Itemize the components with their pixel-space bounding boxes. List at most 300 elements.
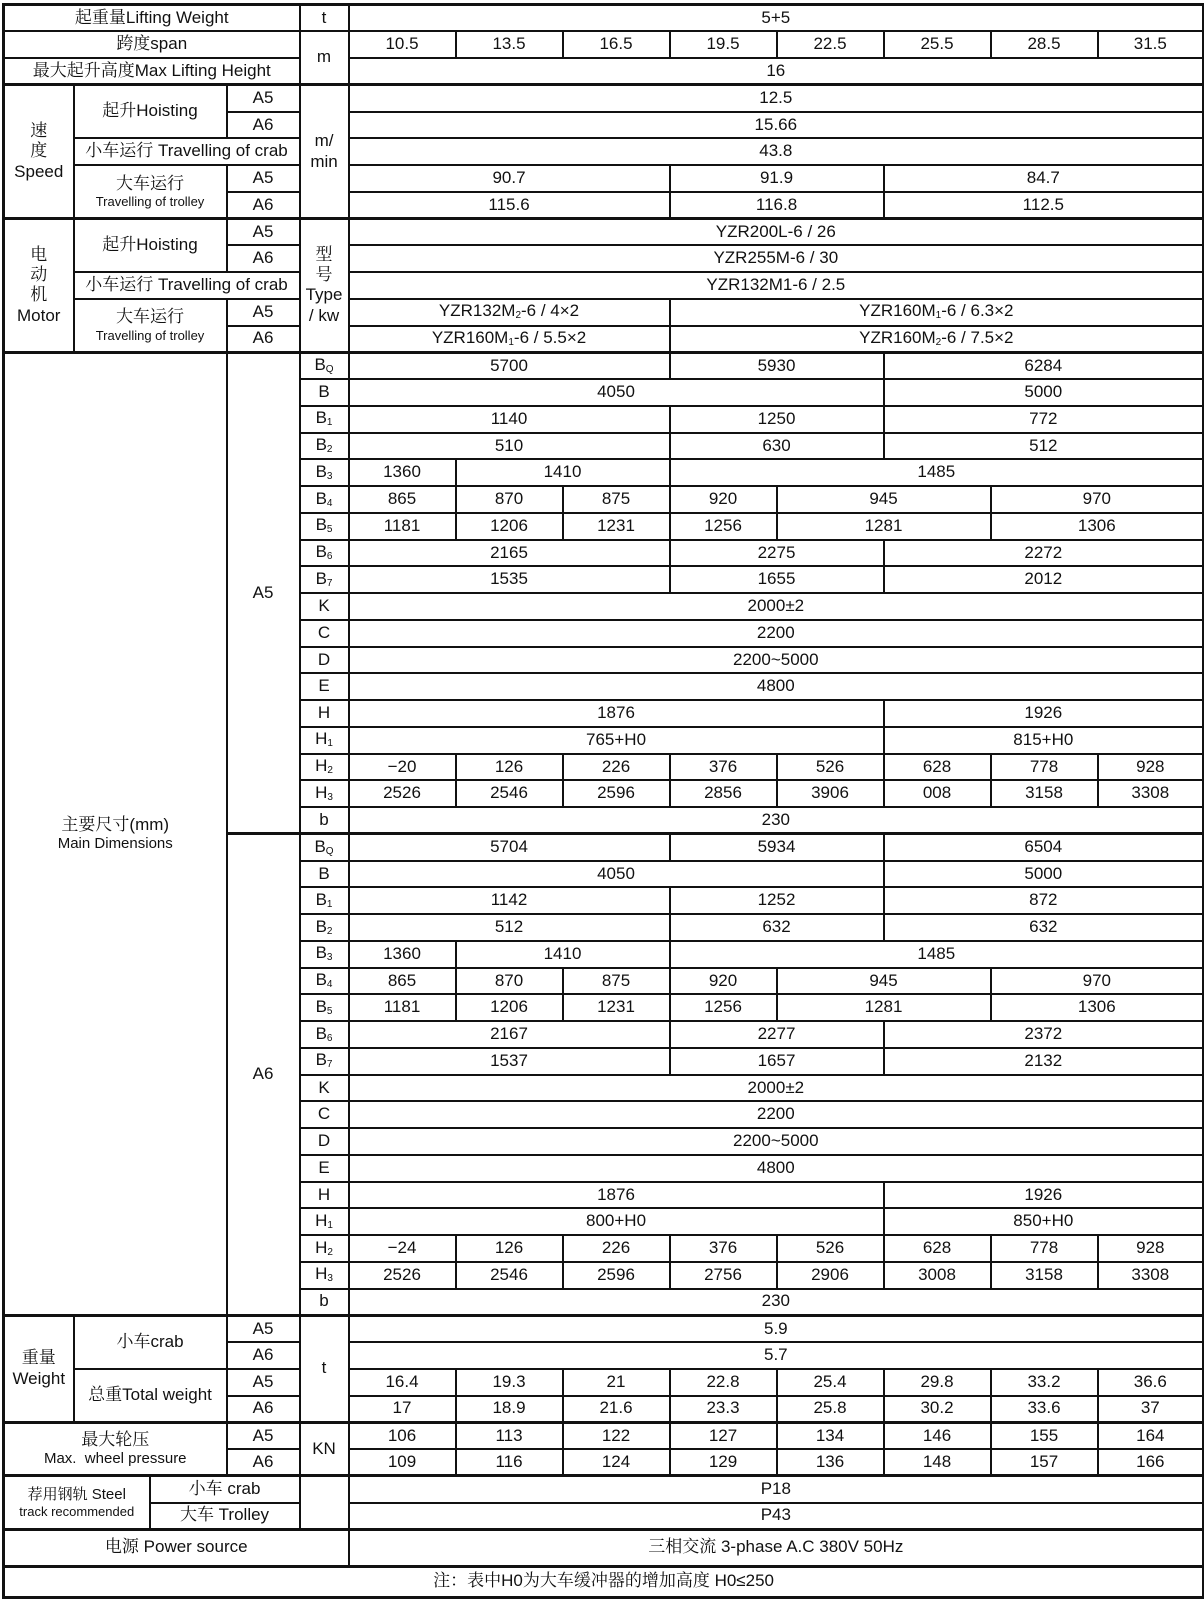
dim-label: $B_3$ <box>300 459 349 486</box>
unit-label: m <box>300 31 349 85</box>
value-cell: 112.5 <box>884 192 1204 219</box>
table-row <box>4 165 1204 192</box>
dim-label: $B_1$ <box>300 406 349 433</box>
value-cell: 2526 <box>349 780 456 807</box>
value-cell: 1410 <box>456 941 670 968</box>
dim-label: $B_5$ <box>300 994 349 1021</box>
value-cell: 2856 <box>670 780 777 807</box>
value-cell: 2200~5000 <box>349 1128 1204 1155</box>
value-cell: 12.5 <box>349 85 1204 112</box>
value-cell: 157 <box>991 1449 1098 1476</box>
cell-line: 大车运行 <box>116 173 184 193</box>
unit-label <box>300 85 349 219</box>
value-cell: 6284 <box>884 352 1204 379</box>
value-cell: 1485 <box>670 459 1204 486</box>
value-cell: 4800 <box>349 1155 1204 1182</box>
dim-label: $B_3$ <box>300 941 349 968</box>
table-row <box>4 352 1204 379</box>
value-cell: 109 <box>349 1449 456 1476</box>
cell-line: m/ <box>314 131 334 151</box>
value-cell: 16.4 <box>349 1369 456 1396</box>
value-cell: 2200 <box>349 1101 1204 1128</box>
value-cell: 21.6 <box>563 1396 670 1423</box>
dim-label: E <box>300 1155 349 1182</box>
value-cell: 2756 <box>670 1262 777 1289</box>
value-cell: 1250 <box>670 406 884 433</box>
dim-label: $H_3$ <box>300 1262 349 1289</box>
total-weight-label: 总重Total weight <box>74 1369 227 1423</box>
value-cell: 772 <box>884 406 1204 433</box>
grade-label: A5 <box>227 1369 300 1396</box>
unit-label: t <box>300 5 349 32</box>
motor-section-label <box>4 219 74 353</box>
value-cell: 2200~5000 <box>349 647 1204 674</box>
value-cell: 25.4 <box>777 1369 884 1396</box>
value-cell: 3308 <box>1098 1262 1204 1289</box>
value-cell: 945 <box>777 968 991 995</box>
value-cell: 872 <box>884 887 1204 914</box>
value-cell: 43.8 <box>349 138 1204 165</box>
speed-section-label <box>4 85 74 219</box>
dim-label: $B_6$ <box>300 540 349 567</box>
cell-line: Main Dimensions <box>57 834 173 852</box>
crab-weight-label: 小车crab <box>74 1315 227 1369</box>
value-cell: 1876 <box>349 1182 884 1209</box>
value-cell: 526 <box>777 1235 884 1262</box>
value-cell: 632 <box>670 914 884 941</box>
crane-spec-table <box>2 3 1204 1599</box>
value-cell: 1360 <box>349 459 456 486</box>
grade-label: A5 <box>227 85 300 112</box>
value-cell: 870 <box>456 968 563 995</box>
value-cell: 5934 <box>670 834 884 861</box>
value-cell: 1537 <box>349 1048 670 1075</box>
wheel-pressure-label <box>4 1422 227 1476</box>
cell-line: 电 <box>30 244 48 264</box>
value-cell: $YZR160M_1-6 / 6.3\times 2$ <box>670 299 1204 326</box>
value-cell: 1206 <box>456 513 563 540</box>
value-cell: 5.9 <box>349 1315 1204 1342</box>
cell-line: Speed <box>14 161 64 181</box>
value-cell: YZR200L-6 / 26 <box>349 219 1204 246</box>
unit-label: KN <box>300 1422 349 1476</box>
dim-label: $B_Q$ <box>300 834 349 861</box>
value-cell: 920 <box>670 486 777 513</box>
value-cell: 1140 <box>349 406 670 433</box>
dim-label: b <box>300 1289 349 1316</box>
cell-line: 动 <box>30 264 48 284</box>
value-cell: 106 <box>349 1422 456 1449</box>
value-cell: 1306 <box>991 994 1204 1021</box>
steel-crab-value: P18 <box>349 1476 1204 1503</box>
steel-trolley-label: 大车 Trolley <box>150 1503 300 1530</box>
table-row <box>4 5 1204 32</box>
value-cell: −24 <box>349 1235 456 1262</box>
value-cell: 33.6 <box>991 1396 1098 1423</box>
cell-line: Type <box>305 285 343 305</box>
dim-label: H <box>300 1182 349 1209</box>
table-row <box>4 1422 1204 1449</box>
value-cell: 21 <box>563 1369 670 1396</box>
value-cell: 2596 <box>563 1262 670 1289</box>
cell-line: 速 <box>30 121 48 141</box>
value-cell: 5704 <box>349 834 670 861</box>
value-cell: 376 <box>670 1235 777 1262</box>
value-cell: 91.9 <box>670 165 884 192</box>
value-cell: 1410 <box>456 459 670 486</box>
value-cell: 90.7 <box>349 165 670 192</box>
value-cell: 122 <box>563 1422 670 1449</box>
value-cell: 628 <box>884 754 991 781</box>
value-cell: 2546 <box>456 1262 563 1289</box>
cell-line: 大车运行 <box>116 307 184 327</box>
table-row <box>4 138 1204 165</box>
span-value: 28.5 <box>991 31 1098 58</box>
cell-line: 度 <box>30 141 48 161</box>
grade-label: A6 <box>227 245 300 272</box>
value-cell: 5930 <box>670 352 884 379</box>
value-cell: 15.66 <box>349 112 1204 139</box>
grade-label: A6 <box>227 1396 300 1423</box>
value-cell: 1926 <box>884 1182 1204 1209</box>
power-source-value: 三相交流 3-phase A.C 380V 50Hz <box>349 1529 1204 1566</box>
value-cell: 850+H0 <box>884 1208 1204 1235</box>
dim-label: C <box>300 620 349 647</box>
trolley-speed-label <box>74 165 227 219</box>
value-cell: 6504 <box>884 834 1204 861</box>
grade-label: A5 <box>227 1315 300 1342</box>
value-cell: 2596 <box>563 780 670 807</box>
dim-label: $B_1$ <box>300 887 349 914</box>
value-cell: 2132 <box>884 1048 1204 1075</box>
table-row <box>4 272 1204 299</box>
value-cell: 628 <box>884 1235 991 1262</box>
value-cell: 1281 <box>777 513 991 540</box>
value-cell: 778 <box>991 754 1098 781</box>
value-cell: 148 <box>884 1449 991 1476</box>
value-cell: 22.8 <box>670 1369 777 1396</box>
cell-line: Weight <box>12 1368 66 1388</box>
grade-group-label: A5 <box>227 352 300 834</box>
value-cell: 146 <box>884 1422 991 1449</box>
value-cell: 1360 <box>349 941 456 968</box>
value-cell: 815+H0 <box>884 727 1204 754</box>
value-cell: 3158 <box>991 780 1098 807</box>
table-row <box>4 31 1204 58</box>
value-cell: 127 <box>670 1422 777 1449</box>
value-cell: 970 <box>991 968 1204 995</box>
value-cell: 113 <box>456 1422 563 1449</box>
value-cell: 4050 <box>349 379 884 406</box>
value-cell: 23.3 <box>670 1396 777 1423</box>
value-cell: 2277 <box>670 1021 884 1048</box>
span-value: 22.5 <box>777 31 884 58</box>
dim-label: B <box>300 379 349 406</box>
value-cell: 3906 <box>777 780 884 807</box>
dim-label: $B_5$ <box>300 513 349 540</box>
dim-label: b <box>300 807 349 834</box>
value-cell: 2526 <box>349 1262 456 1289</box>
grade-label: A6 <box>227 112 300 139</box>
value-cell: 5000 <box>884 861 1204 888</box>
crab-motor-label: 小车运行 Travelling of crab <box>74 272 300 299</box>
value-cell: 25.8 <box>777 1396 884 1423</box>
value-cell: 2000±2 <box>349 1075 1204 1102</box>
value-cell: 875 <box>563 968 670 995</box>
dim-label: $H_2$ <box>300 754 349 781</box>
value-cell: 230 <box>349 1289 1204 1316</box>
dim-label: $B_7$ <box>300 1048 349 1075</box>
value-cell: 116.8 <box>670 192 884 219</box>
span-value: 19.5 <box>670 31 777 58</box>
steel-track-label <box>4 1476 150 1530</box>
value-cell: 3008 <box>884 1262 991 1289</box>
value-cell: 3158 <box>991 1262 1098 1289</box>
unit-label: t <box>300 1315 349 1422</box>
steel-crab-label: 小车 crab <box>150 1476 300 1503</box>
dim-label: C <box>300 1101 349 1128</box>
value-cell: 230 <box>349 807 1204 834</box>
value-cell: 136 <box>777 1449 884 1476</box>
value-cell: $YZR132M_2-6 / 4\times 2$ <box>349 299 670 326</box>
max-lifting-height-label: 最大起升高度Max Lifting Height <box>4 58 300 85</box>
dim-label: $H_3$ <box>300 780 349 807</box>
value-cell: 2200 <box>349 620 1204 647</box>
value-cell: 36.6 <box>1098 1369 1204 1396</box>
value-cell: $YZR160M_2-6 / 7.5\times 2$ <box>670 326 1204 353</box>
value-cell: 126 <box>456 1235 563 1262</box>
lifting-weight-label: 起重量Lifting Weight <box>4 5 300 32</box>
span-value: 10.5 <box>349 31 456 58</box>
value-cell: 1181 <box>349 513 456 540</box>
dim-label: E <box>300 673 349 700</box>
value-cell: 2546 <box>456 780 563 807</box>
value-cell: 1655 <box>670 566 884 593</box>
table-row <box>4 1476 1204 1503</box>
value-cell: 1256 <box>670 994 777 1021</box>
table-row <box>4 1503 1204 1530</box>
unit-label <box>300 219 349 353</box>
value-cell: 765+H0 <box>349 727 884 754</box>
steel-trolley-value: P43 <box>349 1503 1204 1530</box>
value-cell: 1876 <box>349 700 884 727</box>
value-cell: 30.2 <box>884 1396 991 1423</box>
dim-label: K <box>300 1075 349 1102</box>
value-cell: 945 <box>777 486 991 513</box>
cell-line: 号 <box>315 264 333 284</box>
grade-label: A5 <box>227 165 300 192</box>
value-cell: 5.7 <box>349 1342 1204 1369</box>
max-lifting-height-value: 16 <box>349 58 1204 85</box>
value-cell: 1485 <box>670 941 1204 968</box>
dim-label: $H_1$ <box>300 727 349 754</box>
value-cell: 1181 <box>349 994 456 1021</box>
main-dimensions-label <box>4 352 227 1315</box>
value-cell: 800+H0 <box>349 1208 884 1235</box>
value-cell: 155 <box>991 1422 1098 1449</box>
cell-line: 荐用钢轨 Steel <box>27 1485 126 1503</box>
value-cell: 226 <box>563 754 670 781</box>
grade-label: A5 <box>227 1422 300 1449</box>
value-cell: 29.8 <box>884 1369 991 1396</box>
value-cell: 126 <box>456 754 563 781</box>
value-cell: YZR255M-6 / 30 <box>349 245 1204 272</box>
dim-label: $B_2$ <box>300 433 349 460</box>
table-row <box>4 1566 1204 1597</box>
dim-label: K <box>300 593 349 620</box>
lifting-weight-value: 5+5 <box>349 5 1204 32</box>
value-cell: 870 <box>456 486 563 513</box>
dim-label: H <box>300 700 349 727</box>
value-cell: 166 <box>1098 1449 1204 1476</box>
value-cell: 116 <box>456 1449 563 1476</box>
cell-line: Travelling of trolley <box>95 193 205 209</box>
value-cell: 2167 <box>349 1021 670 1048</box>
cell-line: 机 <box>30 285 48 305</box>
table-row <box>4 299 1204 326</box>
value-cell: 928 <box>1098 754 1204 781</box>
dim-label: $B_4$ <box>300 968 349 995</box>
value-cell: 1252 <box>670 887 884 914</box>
value-cell: 632 <box>884 914 1204 941</box>
grade-label: A5 <box>227 299 300 326</box>
dim-label: $B_6$ <box>300 1021 349 1048</box>
grade-label: A6 <box>227 1342 300 1369</box>
value-cell: 2275 <box>670 540 884 567</box>
value-cell: 920 <box>670 968 777 995</box>
value-cell: 37 <box>1098 1396 1204 1423</box>
value-cell: 510 <box>349 433 670 460</box>
value-cell: 5000 <box>884 379 1204 406</box>
cell-line: min <box>310 151 338 171</box>
hoisting-motor-label: 起升Hoisting <box>74 219 227 273</box>
value-cell: 512 <box>884 433 1204 460</box>
value-cell: 778 <box>991 1235 1098 1262</box>
cell-line: 主要尺寸(mm) <box>61 814 170 834</box>
value-cell: 865 <box>349 486 456 513</box>
value-cell: 1231 <box>563 994 670 1021</box>
cell-line: 型 <box>315 244 333 264</box>
span-value: 25.5 <box>884 31 991 58</box>
table-row <box>4 1369 1204 1396</box>
table-body <box>4 5 1204 1598</box>
value-cell: 226 <box>563 1235 670 1262</box>
cell-line: track recommended <box>19 1503 135 1519</box>
value-cell: 928 <box>1098 1235 1204 1262</box>
note: 注：表中H0为大车缓冲器的增加高度 H0≤250 <box>4 1566 1204 1597</box>
cell-line: Travelling of trolley <box>95 327 205 343</box>
table-row <box>4 1529 1204 1566</box>
table-row <box>4 219 1204 246</box>
dim-label: D <box>300 647 349 674</box>
value-cell: 17 <box>349 1396 456 1423</box>
value-cell: 1142 <box>349 887 670 914</box>
grade-label: A6 <box>227 192 300 219</box>
power-source-label: 电源 Power source <box>4 1529 349 1566</box>
trolley-motor-label <box>74 299 227 353</box>
value-cell: 164 <box>1098 1422 1204 1449</box>
value-cell: 1206 <box>456 994 563 1021</box>
value-cell: 1281 <box>777 994 991 1021</box>
dim-label: $B_2$ <box>300 914 349 941</box>
value-cell: 865 <box>349 968 456 995</box>
cell-line: Max. wheel pressure <box>43 1450 187 1468</box>
value-cell: 970 <box>991 486 1204 513</box>
value-cell: 115.6 <box>349 192 670 219</box>
value-cell: 5700 <box>349 352 670 379</box>
value-cell: 2906 <box>777 1262 884 1289</box>
cell-line: 最大轮压 <box>81 1429 150 1449</box>
span-label: 跨度span <box>4 31 300 58</box>
weight-section-label <box>4 1315 74 1422</box>
grade-group-label: A6 <box>227 834 300 1316</box>
hoisting-speed-label: 起升Hoisting <box>74 85 227 139</box>
grade-label: A5 <box>227 219 300 246</box>
value-cell: 2372 <box>884 1021 1204 1048</box>
cell-line: 重量 <box>21 1348 56 1368</box>
value-cell: 3308 <box>1098 780 1204 807</box>
table-row <box>4 58 1204 85</box>
span-value: 16.5 <box>563 31 670 58</box>
value-cell: 1657 <box>670 1048 884 1075</box>
dim-label: B <box>300 861 349 888</box>
value-cell: 134 <box>777 1422 884 1449</box>
crab-speed-label: 小车运行 Travelling of crab <box>74 138 300 165</box>
dim-label: $B_7$ <box>300 566 349 593</box>
value-cell: 4050 <box>349 861 884 888</box>
value-cell: 2000±2 <box>349 593 1204 620</box>
value-cell: 1926 <box>884 700 1204 727</box>
dim-label: $B_4$ <box>300 486 349 513</box>
cell-line: Motor <box>17 305 61 325</box>
value-cell: 33.2 <box>991 1369 1098 1396</box>
value-cell: 1306 <box>991 513 1204 540</box>
value-cell: 1535 <box>349 566 670 593</box>
value-cell: 875 <box>563 486 670 513</box>
value-cell: 2165 <box>349 540 670 567</box>
value-cell: 18.9 <box>456 1396 563 1423</box>
value-cell: 008 <box>884 780 991 807</box>
value-cell: 1231 <box>563 513 670 540</box>
value-cell: 1256 <box>670 513 777 540</box>
empty-cell <box>300 1476 349 1530</box>
grade-label: A6 <box>227 326 300 353</box>
cell-line: / kw <box>308 305 340 325</box>
dim-label: $B_Q$ <box>300 352 349 379</box>
table-row <box>4 1315 1204 1342</box>
dim-label: $H_1$ <box>300 1208 349 1235</box>
value-cell: 124 <box>563 1449 670 1476</box>
value-cell: YZR132M1-6 / 2.5 <box>349 272 1204 299</box>
value-cell: $YZR160M_1-6 / 5.5\times 2$ <box>349 326 670 353</box>
span-value: 31.5 <box>1098 31 1204 58</box>
value-cell: −20 <box>349 754 456 781</box>
value-cell: 19.3 <box>456 1369 563 1396</box>
span-value: 13.5 <box>456 31 563 58</box>
value-cell: 129 <box>670 1449 777 1476</box>
dim-label: D <box>300 1128 349 1155</box>
value-cell: 84.7 <box>884 165 1204 192</box>
value-cell: 526 <box>777 754 884 781</box>
value-cell: 2272 <box>884 540 1204 567</box>
value-cell: 4800 <box>349 673 1204 700</box>
dim-label: $H_2$ <box>300 1235 349 1262</box>
value-cell: 512 <box>349 914 670 941</box>
grade-label: A6 <box>227 1449 300 1476</box>
value-cell: 630 <box>670 433 884 460</box>
value-cell: 2012 <box>884 566 1204 593</box>
table-row <box>4 85 1204 112</box>
